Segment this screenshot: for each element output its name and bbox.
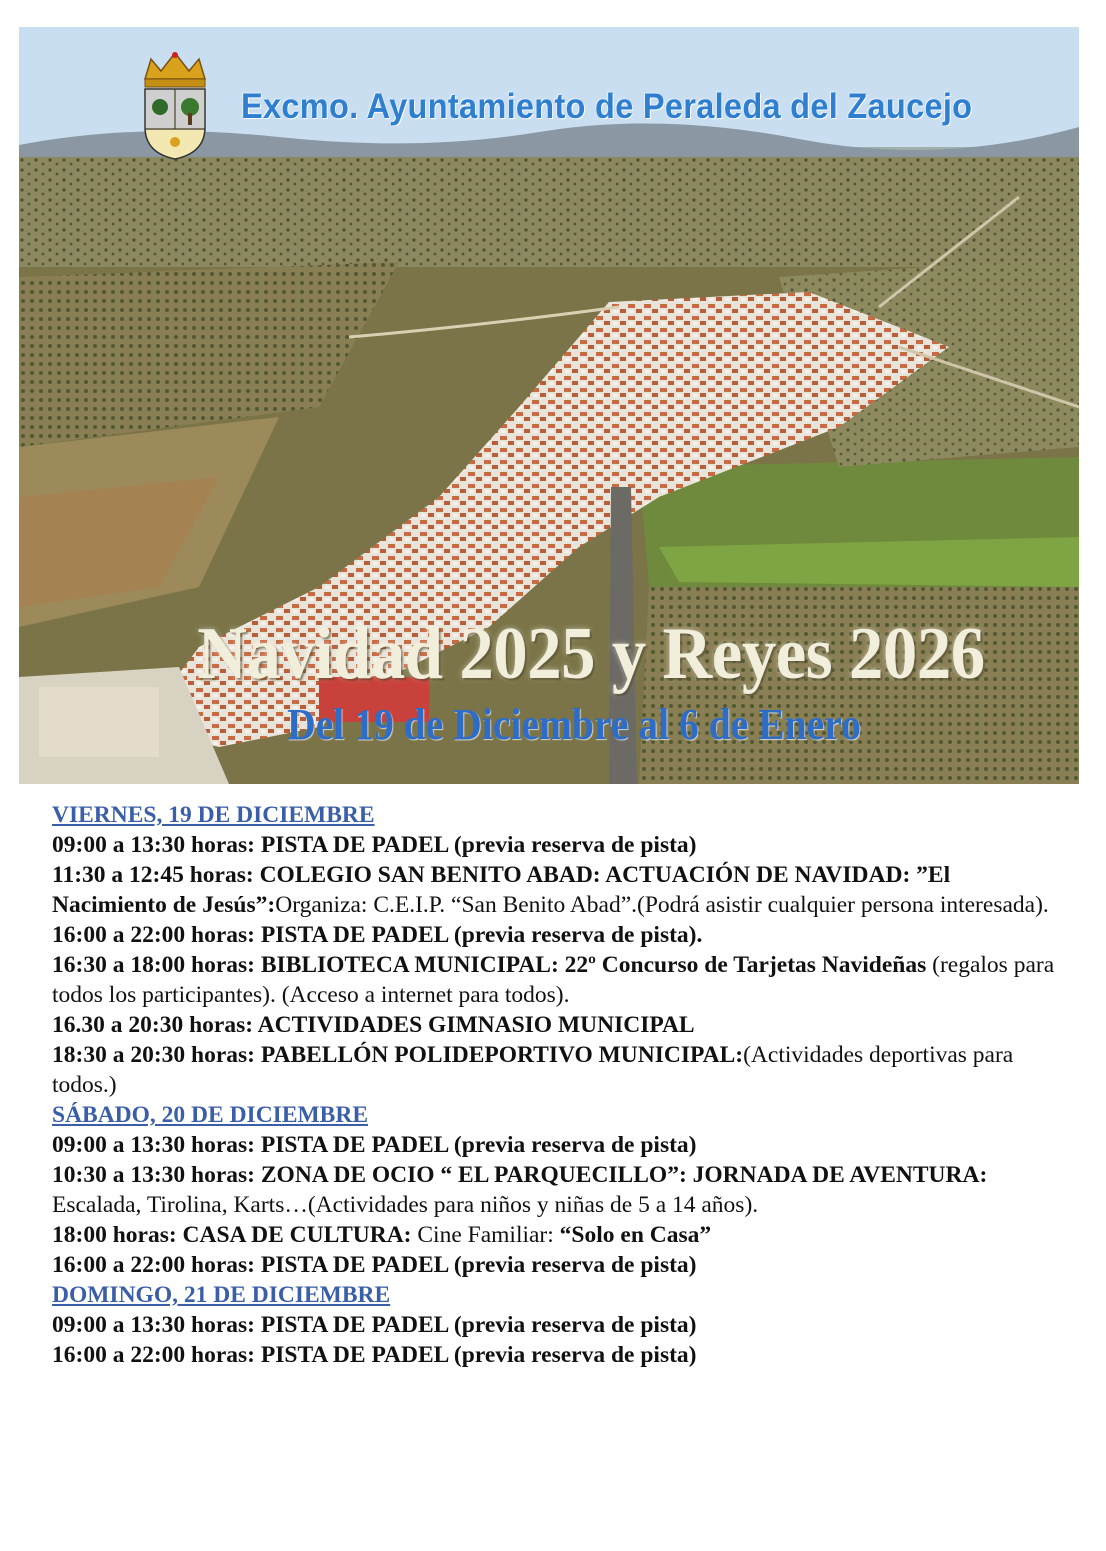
schedule-entry: 18:30 a 20:30 horas: PABELLÓN POLIDEPORTIVO MUNICIPAL:(Actividades deportivas para todos.) (52, 1042, 1014, 1098)
event-date-range: Del 19 de Diciembre al 6 de Enero (287, 700, 861, 749)
schedule-entry: 16:00 a 22:00 horas: PISTA DE PADEL (previa reserva de pista). (52, 922, 703, 948)
town-hall-name: Excmo. Ayuntamiento de Peraleda del Zaucejo (241, 87, 973, 126)
day-heading-friday: VIERNES, 19 DE DICIEMBRE (52, 802, 375, 828)
day-heading-saturday: SÁBADO, 20 DE DICIEMBRE (52, 1102, 368, 1128)
event-title: Navidad 2025 y Reyes 2026 (197, 613, 985, 695)
schedule-entry: 16:00 a 22:00 horas: PISTA DE PADEL (previa reserva de pista) (52, 1252, 697, 1278)
coat-of-arms-icon (137, 49, 213, 161)
schedule-entry: 10:30 a 13:30 horas: ZONA DE OCIO “ EL PARQUECILLO”: JORNADA DE AVENTURA: Escalada, Tirolina, Karts…(Actividades para niños y niñas de 5 a 14 años). (52, 1162, 988, 1218)
schedule-entry: 18:00 horas: CASA DE CULTURA: Cine Familiar: “Solo en Casa” (52, 1222, 712, 1248)
schedule-entry: 16:00 a 22:00 horas: PISTA DE PADEL (previa reserva de pista) (52, 1342, 697, 1368)
schedule-entry: 09:00 a 13:30 horas: PISTA DE PADEL (previa reserva de pista) (52, 1132, 697, 1158)
schedule-entry: 16.30 a 20:30 horas: ACTIVIDADES GIMNASIO MUNICIPAL (52, 1012, 695, 1038)
event-schedule (52, 800, 1062, 1370)
hero-aerial-photo (19, 27, 1079, 784)
schedule-entry: 09:00 a 13:30 horas: PISTA DE PADEL (previa reserva de pista) (52, 832, 697, 858)
schedule-entry: 16:30 a 18:00 horas: BIBLIOTECA MUNICIPAL: 22º Concurso de Tarjetas Navideñas (regalos para todos los participantes). (Acceso a internet para todos). (52, 952, 1055, 1008)
schedule-entry: 11:30 a 12:45 horas: COLEGIO SAN BENITO ABAD: ACTUACIÓN DE NAVIDAD: ”El Nacimiento de Jesús”:Organiza: C.E.I.P. “San Benito Abad”.(Podrá asistir cualquier persona interesada). (52, 862, 1049, 918)
day-heading-sunday: DOMINGO, 21 DE DICIEMBRE (52, 1282, 391, 1308)
schedule-entry: 09:00 a 13:30 horas: PISTA DE PADEL (previa reserva de pista) (52, 1312, 697, 1338)
